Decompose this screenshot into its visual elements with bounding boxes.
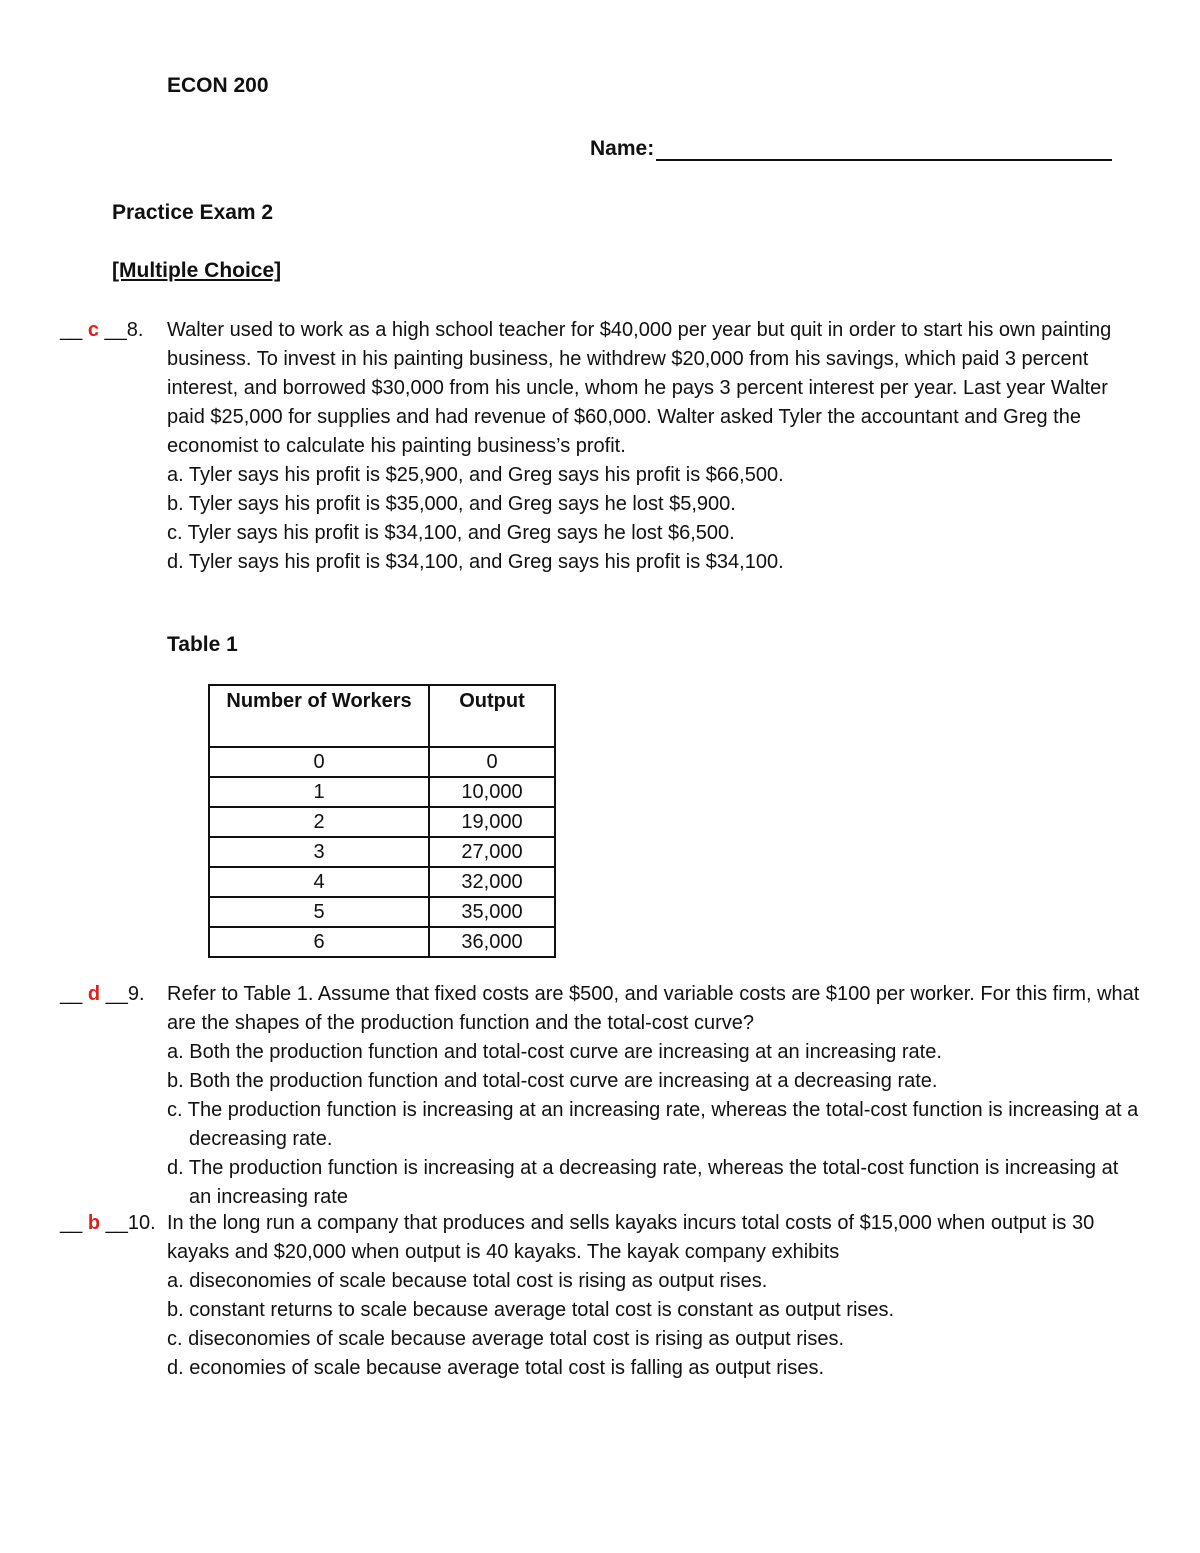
answer-blank: __ b __10. (60, 1212, 156, 1234)
table-cell: 36,000 (429, 927, 555, 957)
table-row (209, 747, 555, 777)
table-cell: 10,000 (429, 777, 555, 807)
table-row (209, 897, 555, 927)
table-cell: 32,000 (429, 867, 555, 897)
choice-c: c. The production function is increasing at an increasing rate, whereas the total-cost function is increasing at a decreasing rate. (167, 1099, 1139, 1150)
table-row (209, 777, 555, 807)
answer-blank: __ d __9. (60, 983, 145, 1005)
choice-c: c. diseconomies of scale because average total cost is rising as output rises. (167, 1328, 845, 1350)
choice-b: b. constant returns to scale because average total cost is constant as output rises. (167, 1299, 895, 1321)
column-header: Output (429, 685, 555, 747)
table-row (209, 927, 555, 957)
answer-letter: c (87, 319, 99, 341)
table-cell: 0 (429, 747, 555, 777)
choice-b: b. Tyler says his profit is $35,000, and Greg says he lost $5,900. (167, 493, 736, 515)
choice-d: d. The production function is increasing at a decreasing rate, whereas the total-cost function is increasing at an increasing rate (167, 1157, 1119, 1208)
question-stem: In the long run a company that produces and sells kayaks incurs total costs of $15,000 when output is 30 kayaks and $20,000 when output is 40 kayaks. The kayak company exhibits (167, 1212, 1095, 1263)
table-1 (208, 684, 556, 958)
answer-letter: b (87, 1212, 101, 1234)
table-row (209, 837, 555, 867)
question-9 (60, 980, 1140, 1212)
question-stem: Walter used to work as a high school teacher for $40,000 per year but quit in order to start his own painting business. To invest in his painting business, he withdrew $20,000 from his savings, which paid 3 percent interest, and borrowed $30,000 from his uncle, whom he pays 3 percent interest per year. Last year Walter paid $25,000 for supplies and had revenue of $60,000. Walter asked Tyler the accountant and Greg the economist to calculate his painting business’s profit. (167, 319, 1112, 457)
choice-b: b. Both the production function and total-cost curve are increasing at a decreasing rate. (167, 1070, 938, 1092)
choice-a: a. Both the production function and total-cost curve are increasing at an increasing rate. (167, 1041, 942, 1063)
table-cell: 27,000 (429, 837, 555, 867)
question-10 (60, 1209, 1140, 1383)
choice-d: d. Tyler says his profit is $34,100, and Greg says his profit is $34,100. (167, 551, 784, 573)
table-cell: 35,000 (429, 897, 555, 927)
course-title: ECON 200 (167, 74, 269, 97)
name-field (590, 137, 1112, 161)
section-heading: [Multiple Choice] (112, 259, 282, 282)
answer-letter: d (87, 983, 101, 1005)
table-cell: 3 (209, 837, 429, 867)
table-cell: 4 (209, 867, 429, 897)
exam-title: Practice Exam 2 (112, 201, 274, 224)
answer-blank: __ c __8. (60, 319, 144, 341)
table-cell: 1 (209, 777, 429, 807)
table-cell: 2 (209, 807, 429, 837)
table-cell: 19,000 (429, 807, 555, 837)
table-row (209, 807, 555, 837)
table-caption: Table 1 (167, 633, 238, 656)
table-cell: 0 (209, 747, 429, 777)
choice-c: c. Tyler says his profit is $34,100, and Greg says he lost $6,500. (167, 522, 735, 544)
choice-d: d. economies of scale because average total cost is falling as output rises. (167, 1357, 825, 1379)
name-blank-line (656, 137, 1112, 161)
question-stem: Refer to Table 1. Assume that fixed costs are $500, and variable costs are $100 per worker. For this firm, what are the shapes of the production function and the total-cost curve? (167, 983, 1140, 1034)
question-8 (60, 316, 1140, 577)
table-row (209, 867, 555, 897)
choice-a: a. Tyler says his profit is $25,900, and Greg says his profit is $66,500. (167, 464, 784, 486)
choice-a: a. diseconomies of scale because total cost is rising as output rises. (167, 1270, 768, 1292)
table-cell: 5 (209, 897, 429, 927)
table-cell: 6 (209, 927, 429, 957)
column-header: Number of Workers (209, 685, 429, 747)
name-label: Name: (590, 137, 655, 160)
